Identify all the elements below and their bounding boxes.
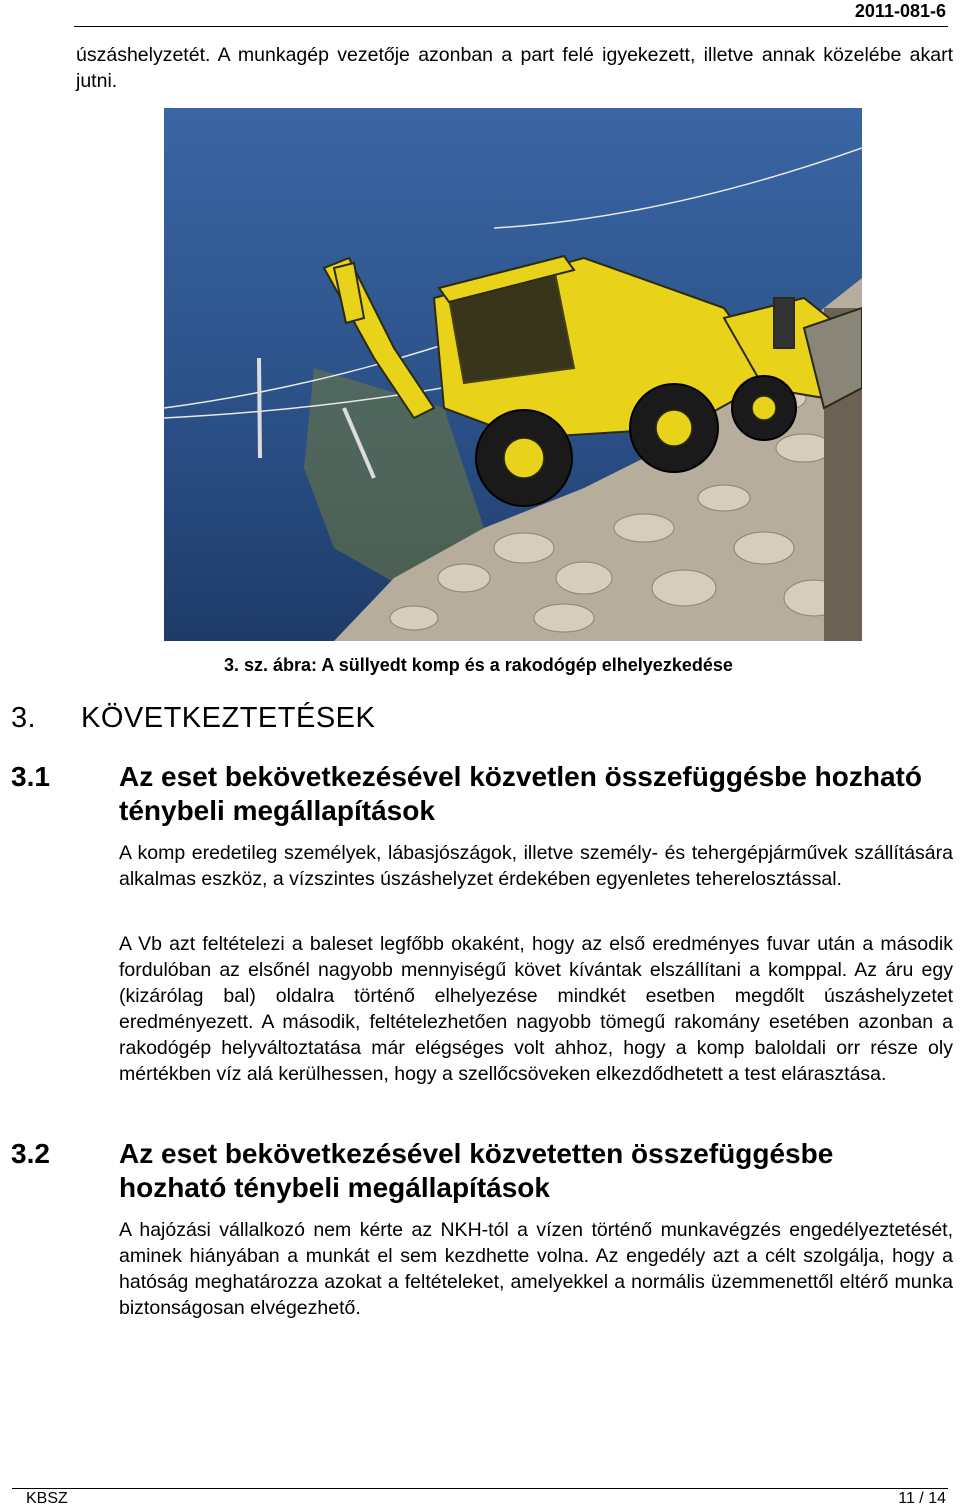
section-number: 3. bbox=[11, 702, 37, 734]
subsection-number: 3.2 bbox=[11, 1138, 50, 1169]
footer-org: KBSZ bbox=[26, 1490, 68, 1507]
intro-paragraph: úszáshelyzetét. A munkagép vezetője azonban a part felé igyekezett, illetve annak közelébe akart jutni. bbox=[76, 44, 953, 92]
header-rule bbox=[74, 26, 948, 27]
subsection-title: Az eset bekövetkezésével közvetetten összefüggésbe hozható ténybeli megállapítások bbox=[119, 1138, 834, 1203]
subsection-title: Az eset bekövetkezésével közvetlen összefüggésbe hozható ténybeli megállapítások bbox=[119, 761, 922, 826]
paragraph: A Vb azt feltételezi a baleset legfőbb okaként, hogy az első eredményes fuvar után a második fordulóban az elsőnél nagyobb mennyiségű követ kívántak elszállítani a komppal. Az áru egy (kizárólag bal) oldalra történő elhelyezése mindkét esetben megdőlt úszáshelyzetet eredményezett. A második, feltételezhetően nagyobb tömegű rakomány esetében azonban a rakodógép helyváltoztatása már elégséges volt ahhoz, hogy a komp baloldali orr része oly mértékben víz alá kerülhessen, hogy a szellőcsöveken elkezdődhetett a test elárasztása. bbox=[119, 933, 953, 1085]
subsection-heading-3-2 bbox=[11, 1137, 951, 1207]
footer-rule bbox=[12, 1488, 948, 1489]
page-number: 11 / 14 bbox=[898, 1490, 946, 1507]
paragraph: A komp eredetileg személyek, lábasjószágok, illetve személy- és tehergépjárművek szállítására alkalmas eszköz, a vízszintes úszáshelyzet érdekében egyenletes teherelosztással. bbox=[119, 842, 953, 890]
paragraph: A hajózási vállalkozó nem kérte az NKH-tól a vízen történő munkavégzés engedélyeztetését, aminek hiányában a munkát el sem kezdhette volna. Az engedély azt a célt szolgálja, hogy a hatóság meghatározza azokat a feltételeket, amelyekkel a normális üzemmenettől eltérő munka biztonságosan elvégezhető. bbox=[119, 1219, 953, 1319]
figure-photo bbox=[164, 108, 862, 641]
section-heading-3 bbox=[11, 700, 375, 736]
figure-caption: 3. sz. ábra: A süllyedt komp és a rakodógép elhelyezkedése bbox=[224, 655, 733, 675]
document-number: 2011-081-6 bbox=[854, 1, 946, 21]
subsection-number: 3.1 bbox=[11, 761, 50, 792]
section-title: KÖVETKEZTETÉSEK bbox=[81, 702, 376, 734]
subsection-heading-3-1 bbox=[11, 760, 951, 830]
